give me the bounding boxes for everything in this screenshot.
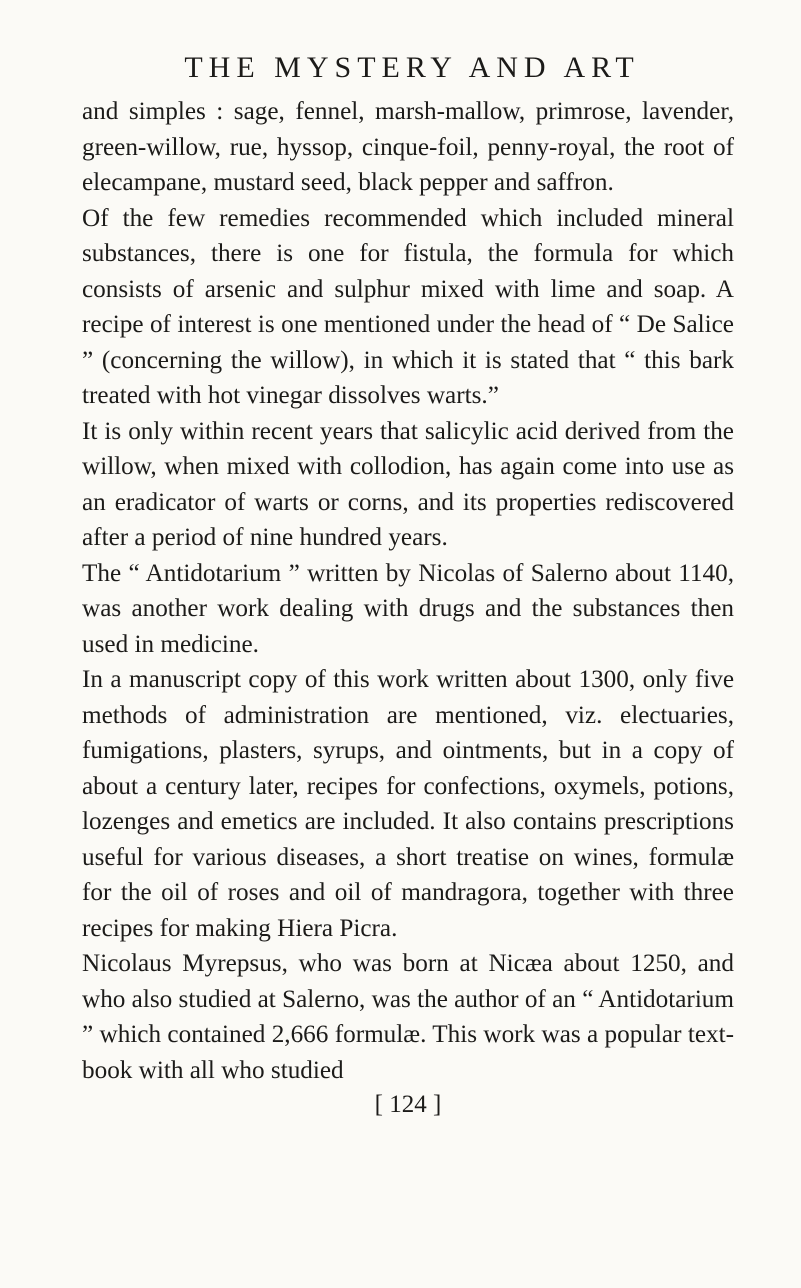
paragraph-3: It is only within recent years that salicylic acid derived from the willow, when mixed with collodion, has again come into use as an eradicator of warts or corns, and its properties rediscovered after a period of nine hundred years. xyxy=(82,417,734,551)
paragraph-1: and simples : sage, fennel, marsh-mallow, primrose, lavender, green-willow, rue, hyssop, cinque-foil, penny-royal, the root of elecampane, mustard seed, black pepper and saffron. xyxy=(82,98,734,196)
paragraph-2: Of the few remedies recommended which included mineral substances, there is one for fistula, the formula for which consists of arsenic and sulphur mixed with lime and soap. A recipe of interest is one mentioned under the head of “ De Salice ” (concerning the willow), in which it is stated that “ this bark treated with hot vinegar dissolves warts.” xyxy=(82,204,734,409)
body-text xyxy=(82,94,734,1088)
running-head: THE MYSTERY AND ART xyxy=(184,51,640,84)
paragraph-5: In a manuscript copy of this work written about 1300, only five methods of administration are mentioned, viz. electuaries, fumigations, plasters, syrups, and ointments, but in a copy of about a century later, recipes for confections, oxymels, potions, lozenges and emetics are included. It also contains prescriptions useful for various diseases, a short treatise on wines, formulæ for the oil of roses and oil of mandragora, together with three recipes for making Hiera Picra. xyxy=(82,666,734,942)
book-page xyxy=(82,48,734,1122)
paragraph-4: The “ Antidotarium ” written by Nicolas of Salerno about 1140, was another work dealing with drugs and the substances then used in medicine. xyxy=(82,559,734,658)
page-number: [ 124 ] xyxy=(374,1091,442,1118)
paragraph-6: Nicolaus Myrepsus, who was born at Nicæa about 1250, and who also studied at Salerno, was the author of an “ Antidotarium ” which contained 2,666 formulæ. This work was a popular text-book with all who studied xyxy=(82,950,734,1084)
